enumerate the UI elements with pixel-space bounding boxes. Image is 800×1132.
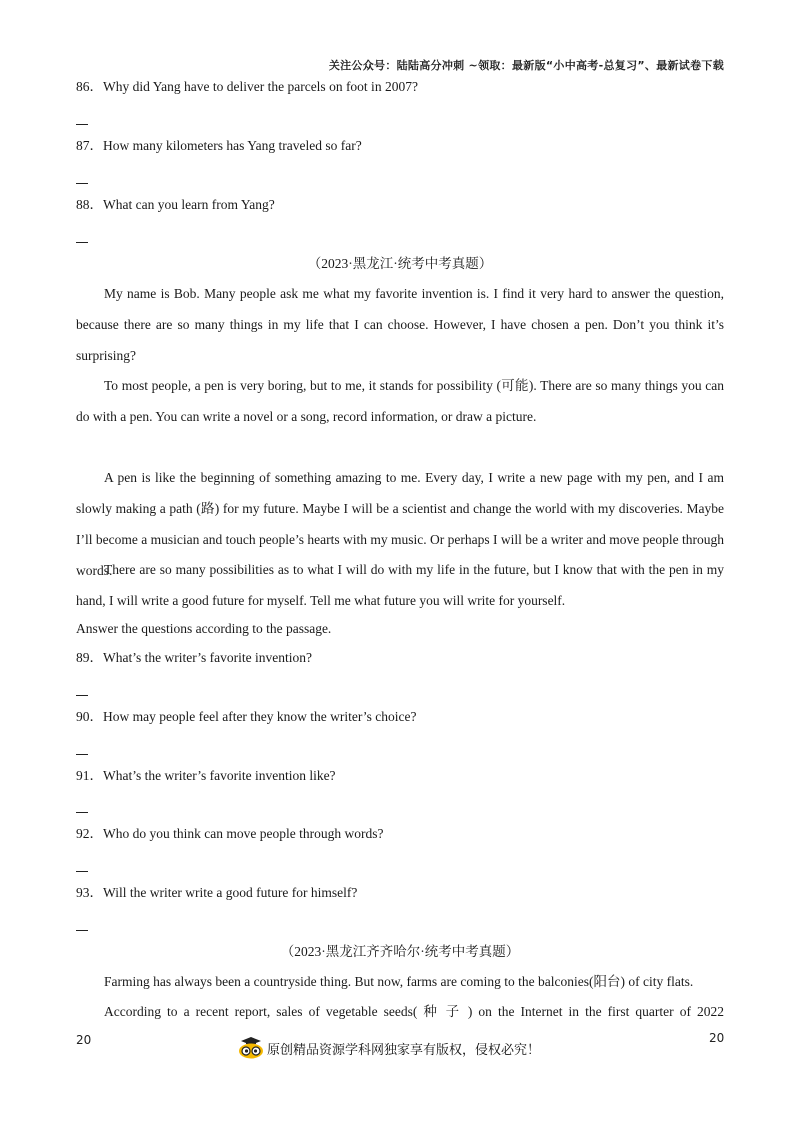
answer-blank <box>76 242 88 243</box>
question-88: 88．What can you learn from Yang? <box>76 197 275 212</box>
question-91: 91．What’s the writer’s favorite invention like? <box>76 768 336 783</box>
passage-source: （2023·黑龙江齐齐哈尔·统考中考真题） <box>280 944 520 959</box>
question-87: 87．How many kilometers has Yang traveled so far? <box>76 138 362 153</box>
question-93: 93．Will the writer write a good future for himself? <box>76 885 358 900</box>
passage-paragraph: My name is Bob. Many people ask me what my favorite invention is. I find it very hard to answer the question, because there are so many things in my life that I can choose. However, I have chosen a pen. Don’t you think it’s surprising? <box>76 286 724 363</box>
answer-blank <box>76 695 88 696</box>
owl-graduate-icon <box>237 1037 265 1059</box>
question-86: 86．Why did Yang have to deliver the parcels on foot in 2007? <box>76 79 418 94</box>
answer-blank <box>76 871 88 872</box>
passage-paragraph: To most people, a pen is very boring, but to me, it stands for possibility (可能). There are so many things you can do with a pen. You can write a novel or a song, record information, or draw a picture. <box>76 378 724 424</box>
copyright-notice: 原创精品资源学科网独家享有版权，侵权必究！ <box>267 1042 541 1058</box>
passage-source: （2023·黑龙江·统考中考真题） <box>307 256 493 271</box>
answer-blank <box>76 812 88 813</box>
answer-blank <box>76 754 88 755</box>
question-89: 89．What’s the writer’s favorite invention? <box>76 650 312 665</box>
page-number-right: 20 <box>709 1031 725 1045</box>
page-header: 关注公众号：陆陆高分冲刺 ~领取：最新版“小中高考-总复习”、最新试卷下载 <box>328 59 724 72</box>
passage-paragraph: A pen is like the beginning of something amazing to me. Every day, I write a new page with my pen, and I am slowly making a path (路) for my future. Maybe I will be a scientist and change the world with my discoveries. Maybe I’ll become a musician and touch people’s hearts with my music. Or perhaps I will be a writer and move people through words. <box>76 470 724 578</box>
instruction-text: Answer the questions according to the passage. <box>76 621 332 636</box>
copyright-banner <box>237 1036 540 1060</box>
passage-paragraph: Farming has always been a countryside thing. But now, farms are coming to the balconies(阳台) of city flats. <box>104 974 694 989</box>
answer-blank <box>76 183 88 184</box>
passage-paragraph: There are so many possibilities as to what I will do with my life in the future, but I know that with the pen in my hand, I will write a good future for myself. Tell me what future you will write for yourself. <box>76 562 724 608</box>
question-92: 92．Who do you think can move people through words? <box>76 826 384 841</box>
page-number-left: 20 <box>76 1033 92 1047</box>
question-90: 90．How may people feel after they know the writer’s choice? <box>76 709 417 724</box>
passage-paragraph: According to a recent report, sales of vegetable seeds( 种 子 ) on the Internet in the first quarter of 2022 <box>104 1004 724 1019</box>
answer-blank <box>76 930 88 931</box>
answer-blank <box>76 124 88 125</box>
